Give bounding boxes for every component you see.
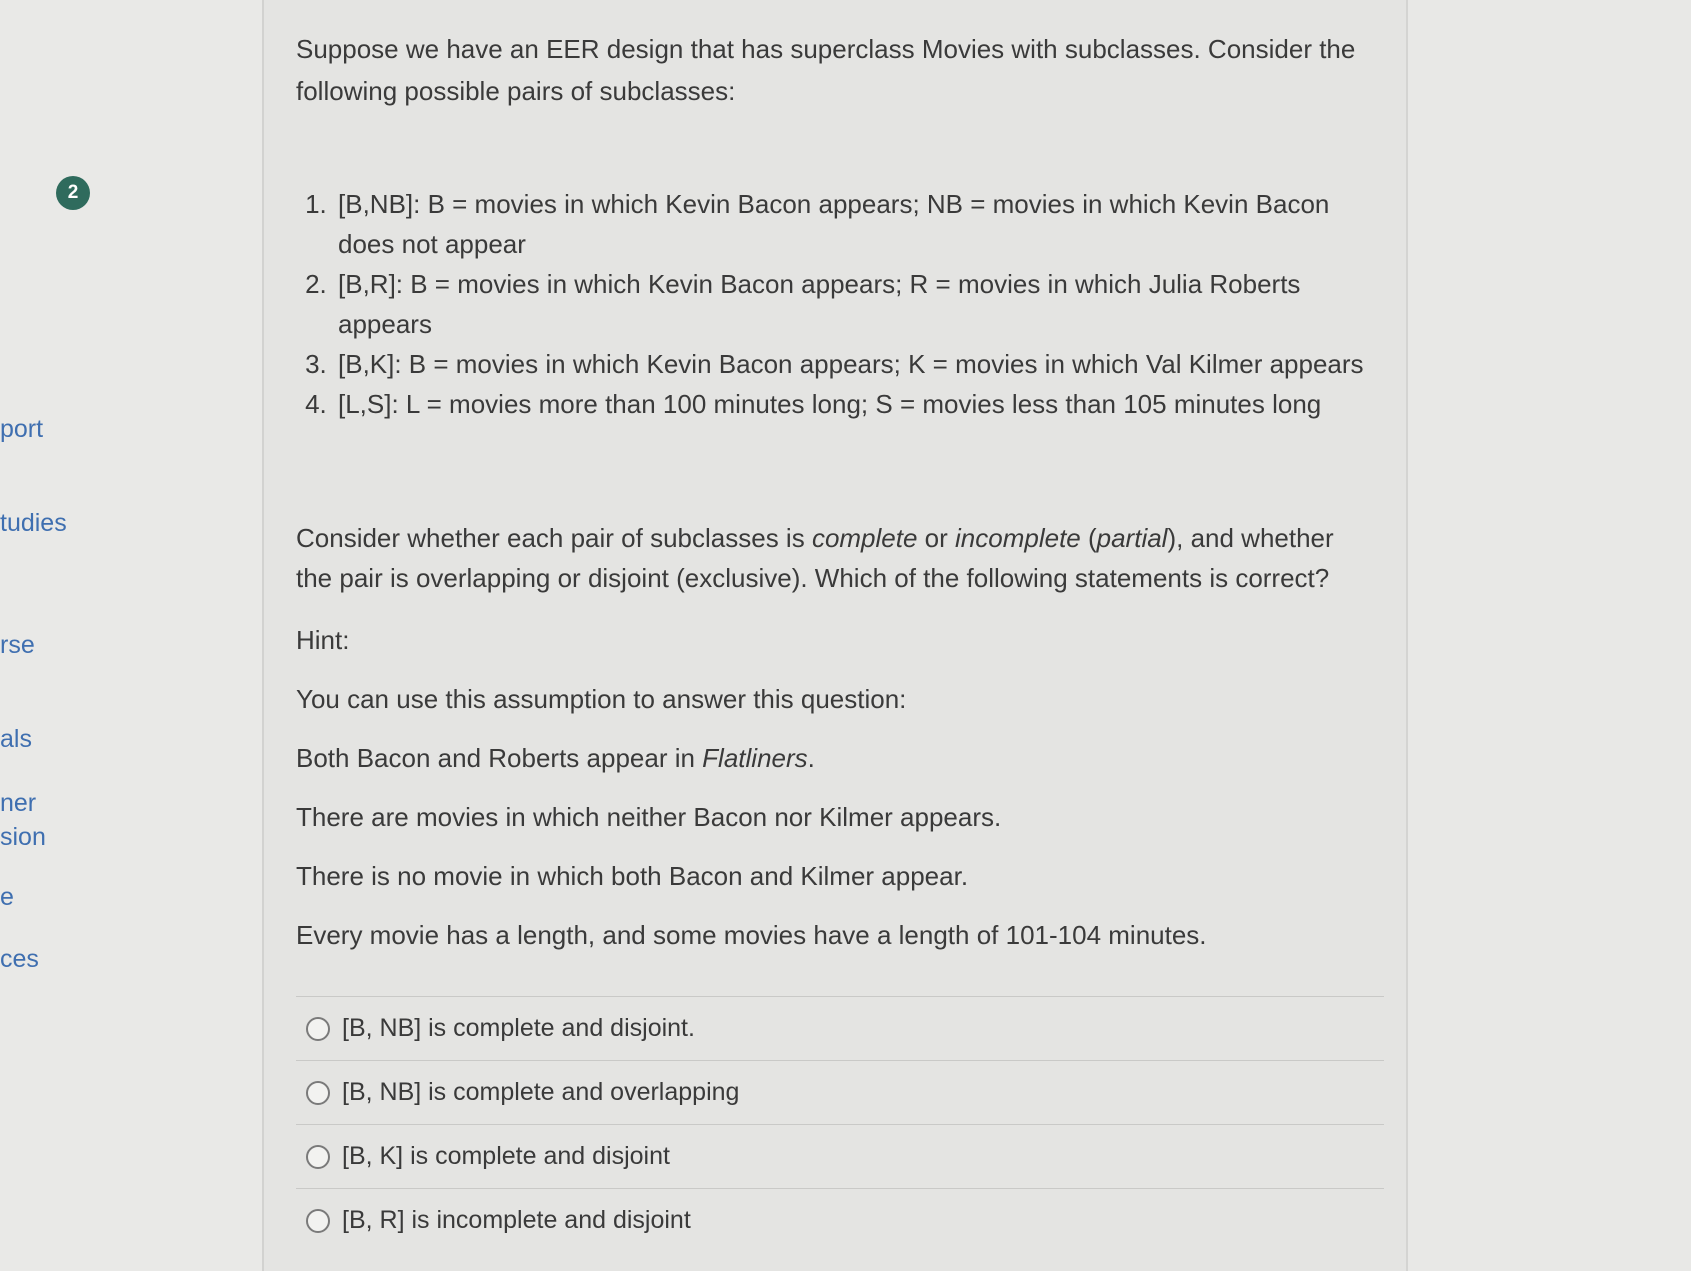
- radio-button[interactable]: [306, 1209, 330, 1233]
- question-content: [296, 28, 1376, 955]
- answer-option-2[interactable]: [296, 1060, 1384, 1124]
- pair-item: 4. [L,S]: L = movies more than 100 minutes long; S = movies less than 105 minutes long: [334, 384, 1376, 424]
- hint-line-3: There is no movie in which both Bacon and Kilmer appear.: [296, 861, 969, 891]
- pair-item: 3. [B,K]: B = movies in which Kevin Bacon appears; K = movies in which Val Kilmer appears: [334, 344, 1376, 384]
- question-number-badge: 2: [56, 176, 90, 210]
- pair-item: 2. [B,R]: B = movies in which Kevin Bacon appears; R = movies in which Julia Roberts appears: [334, 264, 1376, 344]
- hint-title: Hint:: [296, 625, 350, 655]
- hint-movie-title: Flatliners: [702, 743, 808, 773]
- prompt-text: or: [917, 523, 956, 553]
- prompt-complete-term: complete: [811, 523, 918, 553]
- question-prompt: [296, 518, 1376, 598]
- sidebar-item-e[interactable]: e: [0, 883, 14, 911]
- answer-option-4[interactable]: [296, 1188, 1384, 1252]
- prompt-partial-term: partial: [1096, 523, 1168, 553]
- subclass-pairs-list: [296, 184, 1376, 424]
- prompt-incomplete-term: incomplete: [955, 523, 1081, 553]
- hint-text: .: [807, 743, 815, 773]
- hint-text: Both Bacon and Roberts appear in: [296, 743, 703, 773]
- hint-line-2: There are movies in which neither Bacon nor Kilmer appears.: [296, 802, 1002, 832]
- hint-line-4: Every movie has a length, and some movies have a length of 101-104 minutes.: [296, 920, 1207, 950]
- radio-button[interactable]: [306, 1081, 330, 1105]
- right-gutter: [1406, 0, 1691, 1271]
- hint-line-1: [296, 738, 1376, 778]
- sidebar-item-tudies[interactable]: tudies: [0, 509, 67, 537]
- answer-option-label: [B, K] is complete and disjoint: [342, 1142, 670, 1170]
- radio-button[interactable]: [306, 1017, 330, 1041]
- prompt-text: ), and whether the pair is overlapping or disjoint (exclusive). Which of the following statements is correct?: [296, 523, 1334, 593]
- prompt-text: Consider whether each pair of subclasses is: [296, 523, 812, 553]
- answer-option-label: [B, NB] is complete and overlapping: [342, 1078, 740, 1106]
- question-intro: Suppose we have an EER design that has superclass Movies with subclasses. Consider the following possible pairs of subclasses:: [296, 34, 1356, 106]
- course-sidebar: [0, 0, 264, 1271]
- sidebar-item-ner[interactable]: ner: [0, 789, 37, 817]
- answer-options: [296, 996, 1384, 1252]
- prompt-text: (: [1080, 523, 1097, 553]
- answer-option-3[interactable]: [296, 1124, 1384, 1188]
- sidebar-item-ces[interactable]: ces: [0, 945, 39, 973]
- sidebar-item-rse[interactable]: rse: [0, 631, 35, 659]
- sidebar-item-sion[interactable]: sion: [0, 823, 46, 851]
- answer-option-label: [B, NB] is complete and disjoint.: [342, 1014, 695, 1042]
- radio-button[interactable]: [306, 1145, 330, 1169]
- hint-assumption: You can use this assumption to answer this question:: [296, 684, 907, 714]
- sidebar-item-als[interactable]: als: [0, 725, 32, 753]
- sidebar-item-port[interactable]: port: [0, 415, 44, 443]
- question-panel: [264, 0, 1406, 1271]
- pair-item: 1. [B,NB]: B = movies in which Kevin Bacon appears; NB = movies in which Kevin Bacon does not appear: [334, 184, 1376, 264]
- answer-option-1[interactable]: [296, 996, 1384, 1060]
- answer-option-label: [B, R] is incomplete and disjoint: [342, 1206, 691, 1234]
